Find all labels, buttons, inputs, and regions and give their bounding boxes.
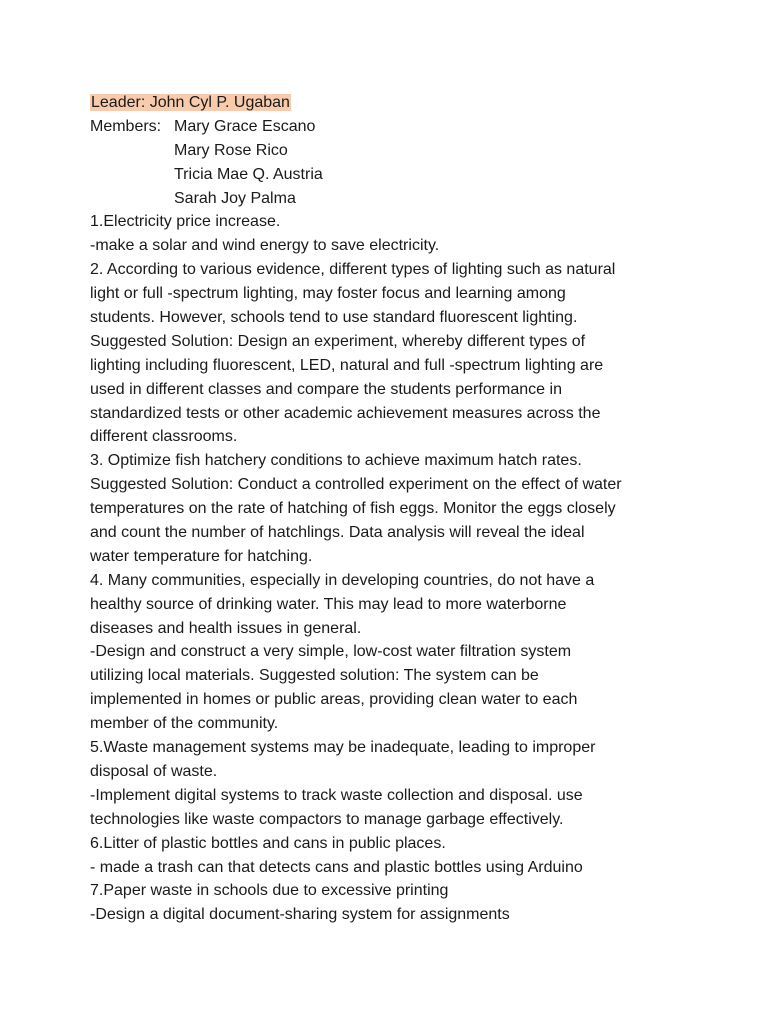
body-line: temperatures on the rate of hatching of fish eggs. Monitor the eggs closely bbox=[90, 500, 616, 518]
member-name: Tricia Mae Q. Austria bbox=[174, 165, 323, 183]
body-line: implemented in homes or public areas, providing clean water to each bbox=[90, 691, 578, 709]
members-row bbox=[90, 163, 690, 187]
document-body bbox=[90, 210, 690, 927]
members-row bbox=[90, 187, 690, 211]
body-line: and count the number of hatchlings. Data analysis will reveal the ideal bbox=[90, 524, 585, 542]
body-line: students. However, schools tend to use standard fluorescent lighting. bbox=[90, 309, 578, 327]
body-line: healthy source of drinking water. This may lead to more waterborne bbox=[90, 595, 567, 613]
body-line: 4. Many communities, especially in developing countries, do not have a bbox=[90, 571, 595, 589]
member-name: Mary Grace Escano bbox=[174, 117, 316, 135]
body-line: 1.Electricity price increase. bbox=[90, 213, 281, 231]
body-line: different classrooms. bbox=[90, 428, 238, 446]
body-line: standardized tests or other academic achievement measures across the bbox=[90, 404, 601, 422]
body-line: technologies like waste compactors to manage garbage effectively. bbox=[90, 810, 564, 828]
body-line: used in different classes and compare the students performance in bbox=[90, 380, 562, 398]
body-line: water temperature for hatching. bbox=[90, 547, 313, 565]
body-line: light or full -spectrum lighting, may foster focus and learning among bbox=[90, 285, 566, 303]
members-label-spacer bbox=[90, 163, 174, 187]
body-line: utilizing local materials. Suggested solution: The system can be bbox=[90, 667, 539, 685]
body-line: 2. According to various evidence, different types of lighting such as natural bbox=[90, 261, 616, 279]
member-name: Sarah Joy Palma bbox=[174, 189, 296, 207]
members-row bbox=[90, 115, 690, 139]
body-line: 7.Paper waste in schools due to excessive printing bbox=[90, 882, 449, 900]
body-line: 3. Optimize fish hatchery conditions to achieve maximum hatch rates. bbox=[90, 452, 582, 470]
members-row bbox=[90, 139, 690, 163]
leader-line bbox=[90, 91, 690, 115]
member-name: Mary Rose Rico bbox=[174, 141, 288, 159]
leader-highlight: Leader: John Cyl P. Ugaban bbox=[91, 94, 290, 111]
body-line: -Implement digital systems to track waste collection and disposal. use bbox=[90, 786, 583, 804]
members-label-spacer bbox=[90, 187, 174, 211]
body-line: - made a trash can that detects cans and plastic bottles using Arduino bbox=[90, 858, 583, 876]
body-line: diseases and health issues in general. bbox=[90, 619, 362, 637]
members-label-spacer bbox=[90, 139, 174, 163]
body-line: disposal of waste. bbox=[90, 762, 218, 780]
members-label: Members: bbox=[90, 117, 162, 135]
body-line: -Design a digital document-sharing system for assignments bbox=[90, 906, 510, 924]
body-line: 5.Waste management systems may be inadequate, leading to improper bbox=[90, 739, 596, 757]
document-page bbox=[90, 91, 690, 927]
body-line: member of the community. bbox=[90, 715, 279, 733]
body-line: -make a solar and wind energy to save electricity. bbox=[90, 237, 440, 255]
body-line: Suggested Solution: Design an experiment, whereby different types of bbox=[90, 332, 586, 350]
body-line: 6.Litter of plastic bottles and cans in public places. bbox=[90, 834, 446, 852]
body-line: lighting including fluorescent, LED, natural and full -spectrum lighting are bbox=[90, 356, 604, 374]
body-line: -Design and construct a very simple, low-cost water filtration system bbox=[90, 643, 572, 661]
body-line: Suggested Solution: Conduct a controlled experiment on the effect of water bbox=[90, 476, 622, 494]
